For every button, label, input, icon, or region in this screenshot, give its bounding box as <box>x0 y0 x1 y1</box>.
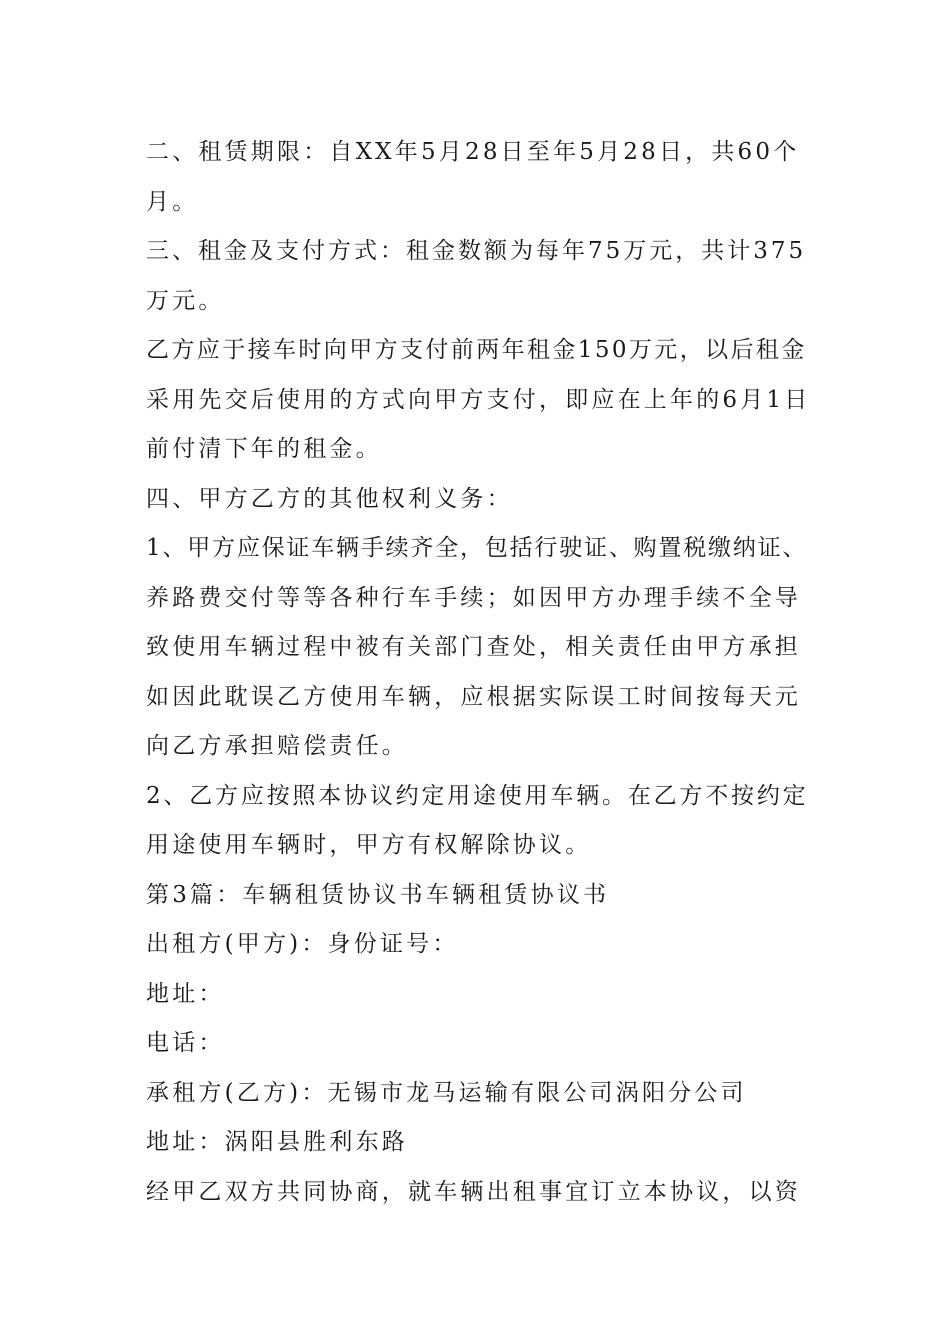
text-line-clause-1: 1、甲方应保证车辆手续齐全，包括行驶证、购置税缴纳证、 <box>146 535 808 561</box>
text-line-lessee: 承租方(乙方)：无锡市龙马运输有限公司涡阳分公司 <box>146 1079 747 1106</box>
text-line-agreement-intro: 经甲乙双方共同协商，就车辆出租事宜订立本协议，以资 <box>146 1178 801 1205</box>
document-body <box>146 128 810 1217</box>
text-line-prepayment-cont-2: 前付清下年的租金。 <box>146 436 382 462</box>
text-line-lease-term: 二、租赁期限：自XX年5月28日至年5月28日，共60个 <box>146 139 800 165</box>
text-line-lessor: 出租方(甲方)：身份证号： <box>146 931 459 957</box>
text-line-rent-payment-cont: 万元。 <box>146 287 225 314</box>
text-line-lease-term-cont: 月。 <box>146 188 199 215</box>
text-line-clause-1-cont-1: 养路费交付等等各种行车手续；如因甲方办理手续不全导 <box>146 584 801 611</box>
text-line-section-rights: 四、甲方乙方的其他权利义务： <box>146 485 513 512</box>
text-line-clause-2: 2、乙方应按照本协议约定用途使用车辆。在乙方不按约定 <box>146 782 809 809</box>
text-line-lessor-address: 地址： <box>146 980 225 1007</box>
text-line-prepayment: 乙方应于接车时向甲方支付前两年租金150万元，以后租金 <box>146 337 807 363</box>
text-line-prepayment-cont-1: 采用先交后使用的方式向甲方支付，即应在上年的6月1日 <box>146 386 811 413</box>
text-line-clause-1-cont-4: 向乙方承担赔偿责任。 <box>146 733 408 759</box>
text-line-clause-1-cont-3: 如因此耽误乙方使用车辆，应根据实际误工时间按每天元 <box>146 683 801 710</box>
text-line-lessor-phone: 电话： <box>146 1030 225 1056</box>
text-line-part-3-title: 第3篇：车辆租赁协议书车辆租赁协议书 <box>146 881 610 908</box>
text-line-clause-2-cont: 用途使用车辆时，甲方有权解除协议。 <box>146 832 592 858</box>
text-line-clause-1-cont-2: 致使用车辆过程中被有关部门查处，相关责任由甲方承担 <box>146 634 801 660</box>
text-line-rent-payment: 三、租金及支付方式：租金数额为每年75万元，共计375 <box>146 238 807 264</box>
text-line-lessee-address: 地址：涡阳县胜利东路 <box>146 1129 408 1155</box>
